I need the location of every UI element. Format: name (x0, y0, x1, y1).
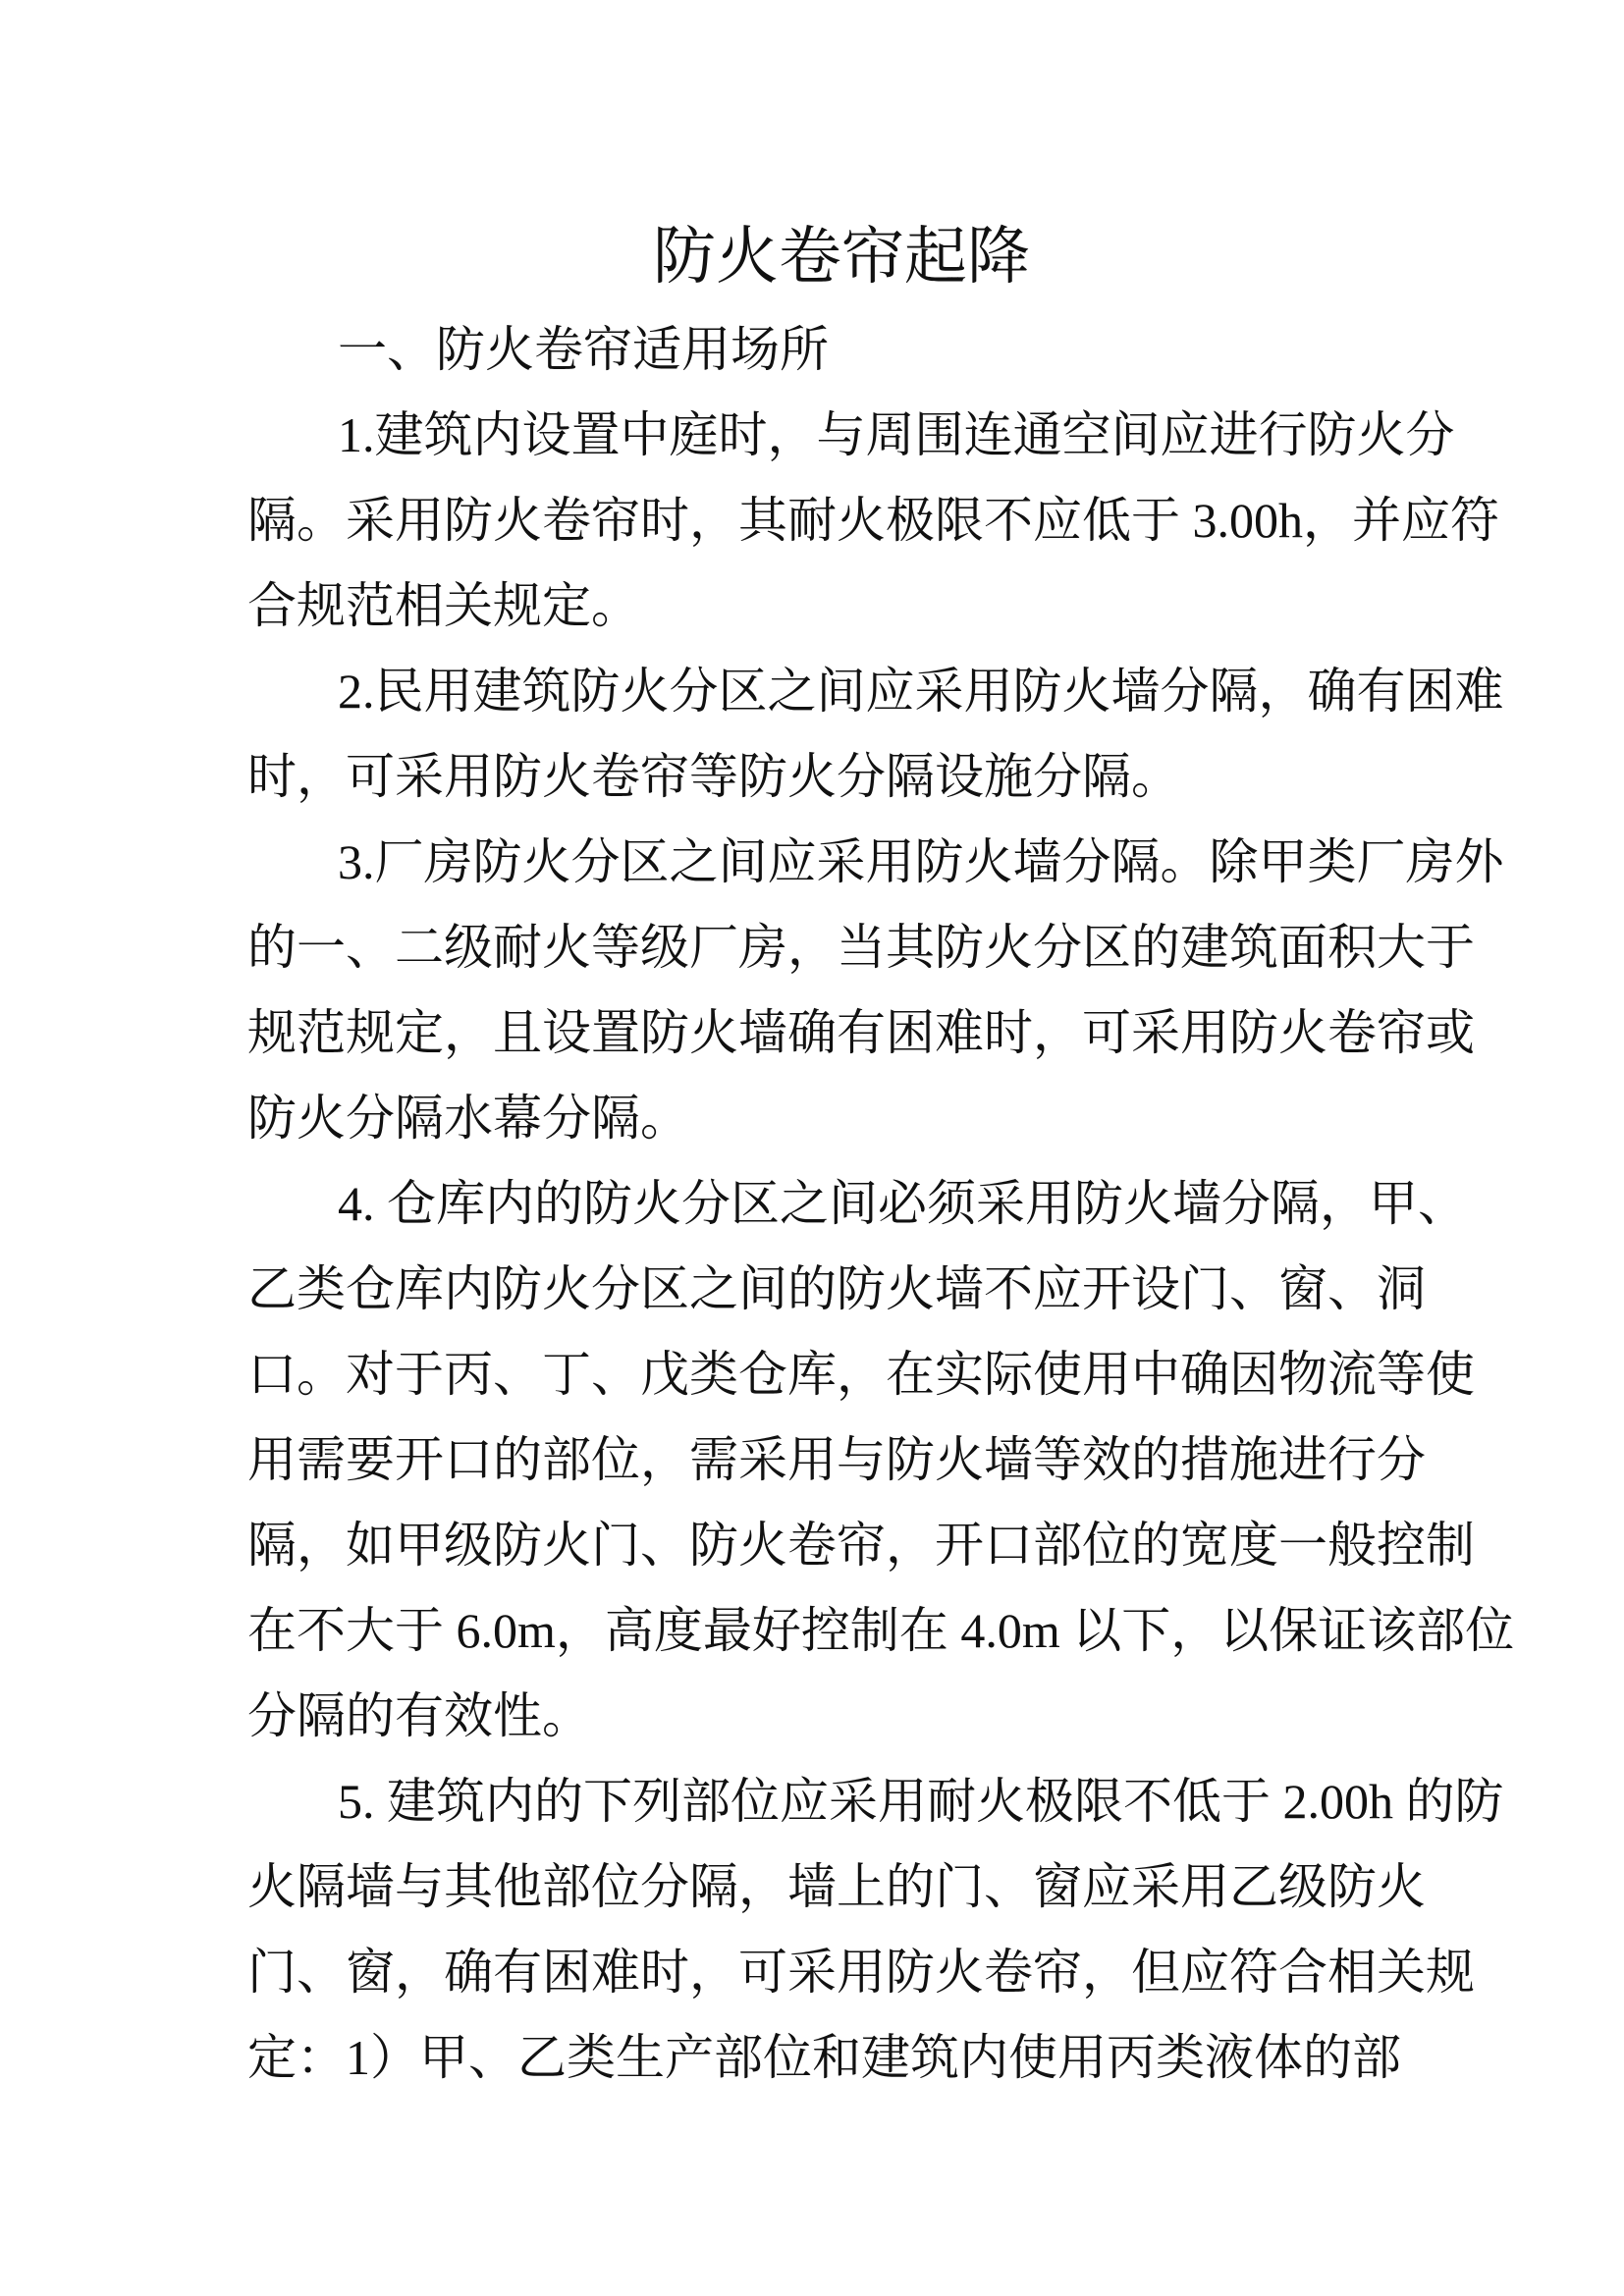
text-line: 分隔的有效性。 (247, 1688, 591, 1743)
paragraph-2 (247, 649, 1504, 820)
text-line: 1.建筑内设置中庭时，与周围连通空间应进行防火分 (338, 407, 1455, 462)
text-line: 合规范相关规定。 (247, 578, 640, 633)
text-line: 4. 仓库内的防火分区之间必须采用防火墙分隔，甲、 (338, 1176, 1467, 1231)
text-line: 防火分隔水幕分隔。 (247, 1091, 689, 1146)
section-heading: 一、防火卷帘适用场所 (338, 322, 829, 377)
text-line: 3.厂房防火分区之间应采用防火墙分隔。除甲类厂房外 (338, 834, 1504, 889)
text-line: 时，可采用防火卷帘等防火分隔设施分隔。 (247, 749, 1180, 804)
text-line: 用需要开口的部位，需采用与防火墙等效的措施进行分 (247, 1432, 1426, 1487)
text-line: 定：1）甲、乙类生产部位和建筑内使用丙类液体的部 (247, 2030, 1401, 2085)
text-line: 火隔墙与其他部位分隔，墙上的门、窗应采用乙级防火 (247, 1859, 1426, 1914)
text-line: 2.民用建筑防火分区之间应采用防火墙分隔，确有困难 (338, 664, 1504, 719)
paragraph-1 (247, 393, 1499, 649)
text-line: 门、窗，确有困难时，可采用防火卷帘，但应符合相关规 (247, 1945, 1475, 2000)
text-line: 隔。采用防火卷帘时，其耐火极限不应低于 3.00h，并应符 (247, 493, 1499, 548)
paragraph-3 (247, 820, 1504, 1161)
document-title: 防火卷帘起降 (653, 222, 1030, 292)
text-line: 规范规定，且设置防火墙确有困难时，可采用防火卷帘或 (247, 1005, 1475, 1060)
text-line: 在不大于 6.0m，高度最好控制在 4.0m 以下，以保证该部位 (247, 1603, 1515, 1658)
text-line: 隔，如甲级防火门、防火卷帘，开口部位的宽度一般控制 (247, 1518, 1475, 1573)
text-line: 5. 建筑内的下列部位应采用耐火极限不低于 2.00h 的防 (338, 1774, 1504, 1829)
document-body (247, 307, 1515, 2101)
text-line: 口。对于丙、丁、戊类仓库，在实际使用中确因物流等使 (247, 1347, 1475, 1402)
text-line: 乙类仓库内防火分区之间的防火墙不应开设门、窗、洞 (247, 1261, 1426, 1316)
paragraph-5 (247, 1759, 1504, 2101)
paragraph-4 (247, 1161, 1515, 1759)
text-line: 的一、二级耐火等级厂房，当其防火分区的建筑面积大于 (247, 920, 1475, 975)
